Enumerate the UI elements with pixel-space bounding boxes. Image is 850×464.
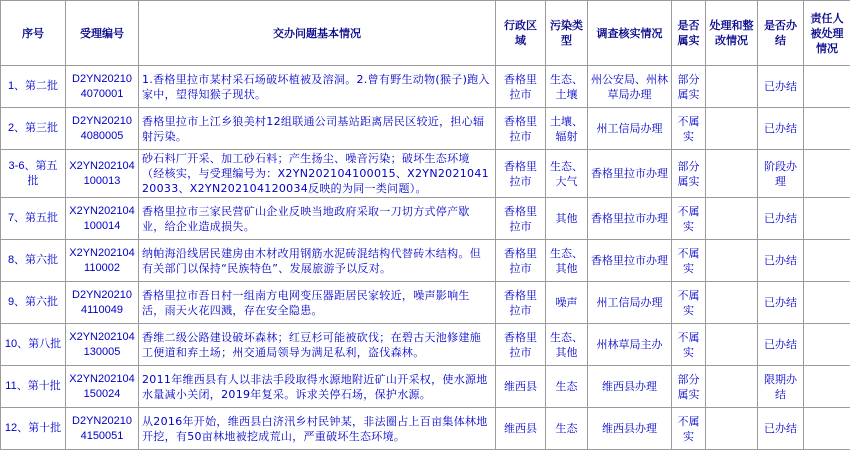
cell-investigation: 州工信局办理 (588, 282, 672, 324)
header-desc: 交办问题基本情况 (139, 1, 496, 66)
cell-done: 已办结 (758, 240, 804, 282)
cell-punishment (804, 150, 850, 198)
cell-punishment (804, 282, 850, 324)
cell-id: X2YN202104100013 (66, 150, 139, 198)
cell-type: 生态 (546, 366, 588, 408)
cell-verified: 不属实 (672, 198, 706, 240)
table-row (1, 324, 850, 366)
header-region: 行政区域 (496, 1, 546, 66)
table-row (1, 150, 850, 198)
cell-handling (706, 240, 758, 282)
cell-type: 生态、土壤 (546, 66, 588, 108)
cell-seq: 9、第六批 (1, 282, 66, 324)
table-row (1, 198, 850, 240)
cell-punishment (804, 198, 850, 240)
cell-punishment (804, 66, 850, 108)
cell-punishment (804, 324, 850, 366)
cell-verified: 不属实 (672, 108, 706, 150)
cell-desc: 香格里拉市三家民营矿山企业反映当地政府采取一刀切方式停产歇业，给企业造成损失。 (139, 198, 496, 240)
cell-seq: 11、第十批 (1, 366, 66, 408)
cell-id: D2YN202104080005 (66, 108, 139, 150)
cell-region: 香格里拉市 (496, 150, 546, 198)
table-row (1, 66, 850, 108)
cell-investigation: 州工信局办理 (588, 108, 672, 150)
cell-desc: 从2016年开始，维西县白济汛乡村民钟某，非法圈占上百亩集体林地开挖，有50亩林地被挖成荒山，严重破坏生态环境。 (139, 408, 496, 450)
cell-investigation: 香格里拉市办理 (588, 198, 672, 240)
cell-investigation: 香格里拉市办理 (588, 240, 672, 282)
cell-verified: 部分属实 (672, 366, 706, 408)
cell-handling (706, 66, 758, 108)
cell-type: 其他 (546, 198, 588, 240)
cell-type: 生态、其他 (546, 240, 588, 282)
cell-desc: 纳帕海沿线居民建房由木材改用钢筋水泥砖混结构代替砖木结构。但有关部门以保持“民族特色”、发展旅游予以反对。 (139, 240, 496, 282)
cell-done: 已办结 (758, 408, 804, 450)
cell-id: X2YN202104110002 (66, 240, 139, 282)
header-seq: 序号 (1, 1, 66, 66)
cell-handling (706, 150, 758, 198)
cell-desc: 砂石料厂开采、加工砂石料；产生扬尘、噪音污染；破坏生态环境（经核实，与受理编号为：X2YN202104100015、X2YN202104120033、X2YN202104120034反映的为同一类问题）。 (139, 150, 496, 198)
table-row (1, 366, 850, 408)
cell-punishment (804, 240, 850, 282)
cell-type: 土壤、辐射 (546, 108, 588, 150)
cell-id: X2YN202104100014 (66, 198, 139, 240)
cell-region: 香格里拉市 (496, 282, 546, 324)
cell-handling (706, 198, 758, 240)
cell-done: 已办结 (758, 66, 804, 108)
cell-region: 维西县 (496, 408, 546, 450)
cell-handling (706, 108, 758, 150)
cell-region: 香格里拉市 (496, 66, 546, 108)
cell-verified: 部分属实 (672, 150, 706, 198)
cell-investigation: 州林草局主办 (588, 324, 672, 366)
header-punishment: 责任人被处理情况 (804, 1, 850, 66)
cell-seq: 8、第六批 (1, 240, 66, 282)
cell-type: 生态、大气 (546, 150, 588, 198)
cell-verified: 部分属实 (672, 66, 706, 108)
cell-handling (706, 282, 758, 324)
cell-desc: 香格里拉市上江乡狼美村12组联通公司基站距离居民区较近，担心辐射污染。 (139, 108, 496, 150)
cell-investigation: 维西县办理 (588, 408, 672, 450)
cell-region: 香格里拉市 (496, 198, 546, 240)
cell-region: 香格里拉市 (496, 240, 546, 282)
cell-id: D2YN202104070001 (66, 66, 139, 108)
cell-done: 阶段办理 (758, 150, 804, 198)
cell-verified: 不属实 (672, 324, 706, 366)
cell-id: X2YN202104130005 (66, 324, 139, 366)
header-investigation: 调查核实情况 (588, 1, 672, 66)
header-done: 是否办结 (758, 1, 804, 66)
header-row (1, 1, 850, 66)
table-row (1, 282, 850, 324)
cell-punishment (804, 366, 850, 408)
header-handling: 处理和整改情况 (706, 1, 758, 66)
cell-region: 香格里拉市 (496, 324, 546, 366)
table-row (1, 240, 850, 282)
cell-investigation: 维西县办理 (588, 366, 672, 408)
table-row (1, 108, 850, 150)
cell-done: 已办结 (758, 198, 804, 240)
cell-id: D2YN202104150051 (66, 408, 139, 450)
cell-handling (706, 366, 758, 408)
header-type: 污染类型 (546, 1, 588, 66)
cell-type: 生态 (546, 408, 588, 450)
cell-verified: 不属实 (672, 408, 706, 450)
cell-handling (706, 324, 758, 366)
header-verified: 是否属实 (672, 1, 706, 66)
cell-desc: 香格里拉市吾日村一组南方电网变压器距居民家较近，噪声影响生活，雨天火花四溅，存在安全隐患。 (139, 282, 496, 324)
cell-done: 限期办结 (758, 366, 804, 408)
cell-seq: 10、第八批 (1, 324, 66, 366)
cell-seq: 3-6、第五批 (1, 150, 66, 198)
cell-investigation: 香格里拉市办理 (588, 150, 672, 198)
cell-seq: 1、第二批 (1, 66, 66, 108)
cell-handling (706, 408, 758, 450)
cell-desc: 2011年维西县有人以非法手段取得水源地附近矿山开采权，使水源地水量减小关闭，2019年复采。诉求关停石场，保护水源。 (139, 366, 496, 408)
cell-id: X2YN202104150024 (66, 366, 139, 408)
cell-punishment (804, 408, 850, 450)
cell-verified: 不属实 (672, 282, 706, 324)
cell-seq: 12、第十批 (1, 408, 66, 450)
cell-verified: 不属实 (672, 240, 706, 282)
header-id: 受理编号 (66, 1, 139, 66)
cell-seq: 7、第五批 (1, 198, 66, 240)
cell-desc: 香维二级公路建设破坏森林；红豆杉可能被砍伐；在碧古天池修建施工便道和弃土场；州交通局领导为满足私利，盗伐森林。 (139, 324, 496, 366)
cell-desc: 1.香格里拉市某村采石场破坏植被及溶洞。2.曾有野生动物(猴子)跑入家中，望得知猴子现状。 (139, 66, 496, 108)
cell-punishment (804, 108, 850, 150)
cell-region: 维西县 (496, 366, 546, 408)
cell-region: 香格里拉市 (496, 108, 546, 150)
cell-investigation: 州公安局、州林草局办理 (588, 66, 672, 108)
cell-type: 噪声 (546, 282, 588, 324)
cell-type: 生态、其他 (546, 324, 588, 366)
table-row (1, 408, 850, 450)
cell-seq: 2、第三批 (1, 108, 66, 150)
cell-id: D2YN202104110049 (66, 282, 139, 324)
cell-done: 已办结 (758, 324, 804, 366)
cell-done: 已办结 (758, 282, 804, 324)
cell-done: 已办结 (758, 108, 804, 150)
